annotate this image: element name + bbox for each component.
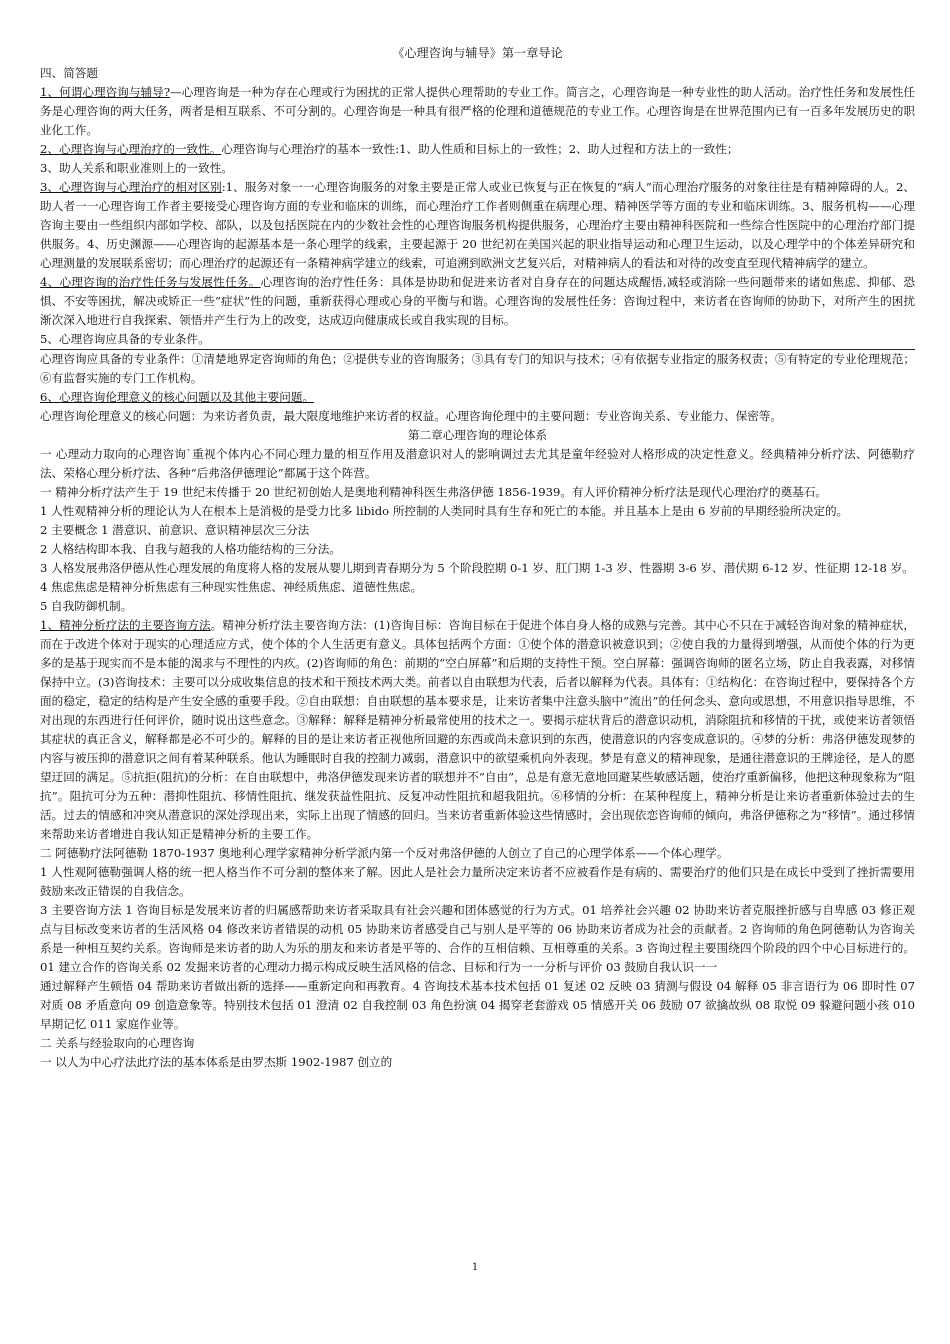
paragraph [40, 1053, 915, 1072]
paragraph [40, 178, 915, 273]
paragraph [40, 616, 915, 844]
paragraph-text: 通过解释产生顿悟 04 帮助来访者做出新的选择——重新定向和再教育。4 咨询技术基本技术包括 01 复述 02 反映 03 猜测与假设 04 解释 05 非言语行为 06 即时性 07 对质 08 矛盾意向 09 创造意象等。特别技术包括 01 澄清 02 自我控制 03 角色扮演 04 揭穿老套游戏 05 情感开关 06 鼓励 07 欲擒故纵 08 取悦 09 躲避问题小孩 010 早期记忆 011 家庭作业等。 [40, 979, 915, 1031]
paragraph [40, 273, 915, 330]
paragraph [40, 445, 915, 483]
paragraph-text: 心理咨询应具备的专业条件：①清楚地界定咨询师的角色；②提供专业的咨询服务；③具有专门的知识与技术；④有依据专业指定的服务权责；⑤有特定的专业伦理规范；⑥有监督实施的专门工作机构。 [40, 352, 915, 385]
paragraph [40, 521, 915, 540]
paragraph-text: 二 阿德勒疗法阿德勒 1870-1937 奥地利心理学家精神分析学派内第一个反对弗洛伊德的人创立了自己的心理学体系——个体心理学。 [40, 846, 729, 860]
paragraph [40, 388, 915, 407]
paragraph-text: 一 以人为中心疗法此疗法的基本体系是由罗杰斯 1902-1987 创立的 [40, 1055, 393, 1069]
paragraph-text: 3 主要咨询方法 1 咨询目标是发展来访者的归属感帮助来访者采取具有社会兴趣和团体感觉的行为方式。01 培养社会兴趣 02 协助来访者克服挫折感与自卑感 03 修正观点与目标改变来访者的生活风格 04 修改来访者错误的动机 05 协助来访者感受自己与别人是平等的 06 协助来访者成为社会的贡献者。2 咨询师的角色阿德勒认为咨询关系是一种相互契约关系。咨询师是来访者的助人为乐的朋友和来访者是平等的、合作的互相信赖、互相尊重的关系。3 咨询过程主要围绕四个阶段的四个中心目标进行的。01 建立合作的咨询关系 02 发掘来访者的心理动力揭示构成反映生活风格的信念、目标和行为一一分析与评价 03 鼓励自我认识一一 [40, 903, 915, 974]
page-number: 1 [471, 1262, 479, 1273]
question-heading: 1、何谓心理咨询与辅导? [40, 85, 171, 99]
paragraph [40, 977, 915, 1034]
paragraph-text: —心理咨询是一种为存在心理或行为困扰的正常人提供心理帮助的专业工作。简言之，心理咨询是一种专业性的助人活动。治疗性任务和发展性任务是心理咨询的两大任务，两者是相互联系、不可分割的。心理咨询是一种具有很严格的伦理和道德规范的专业工作。心理咨询是在世界范围内已有一百多年发展历史的职业化工作。 [40, 85, 915, 137]
paragraph-text: 2 主要概念 1 潜意识、前意识、意识精神层次三分法 [40, 523, 310, 537]
question-heading: 6、心理咨询伦理意义的核心问题以及其他主要问题。 [40, 390, 315, 404]
paragraph [40, 559, 915, 578]
question-heading: 3、心理咨询与心理治疗的相对区别 [40, 180, 222, 194]
page-title: 《心理咨询与辅导》第一章导论 [392, 46, 563, 60]
paragraph-text: 1 人性观阿德勒强调人格的统一把人格当作不可分割的整体来了解。因此人是社会力量所决定来访者不应被看作是有病的、需要治疗的他们只是在成长中受到了挫折需要用鼓励来改正错误的自我信念。 [40, 865, 915, 898]
paragraph-text: 心理咨询伦理意义的核心问题：为来访者负责，最大限度地维护来访者的权益。心理咨询伦理中的主要问题：专业咨询关系、专业能力、保密等。 [40, 409, 783, 423]
paragraph-text: 心理咨询与心理治疗的基本一致性:1、助人性质和目标上的一致性；2、助人过程和方法上的一致性； [221, 142, 739, 156]
paragraph-text: 5 自我防御机制。 [40, 599, 133, 613]
paragraph-text: :1、服务对象一一心理咨询服务的对象主要是正常人或业已恢复与正在恢复的“病人”而心理治疗服务的对象往往是有精神障碍的人。2、助人者一一心理咨询工作者主要接受心理咨询方面的专业和临床的训练，而心理治疗工作者则侧重在病理心理、精神医学等方面的专业和临床训练。3、服务机构——心理咨询主要由一些组织内部如学校、部队，以及包括医院在内的少数社会性的心理咨询服务机构提供服务，心理治疗主要由精神科医院和一些综合性医院中的心理治疗部门提供服务。4、历史渊源——心理咨询的起源基本是一条心理学的线索，主要起源于 20 世纪初在美国兴起的职业指导运动和心理卫生运动，以及心理学中的个体差异研究和心理测量的发展联系密切；而心理治疗的起源还有一条精神病学建立的线索，可追溯到欧洲文艺复兴后，对精神病人的看法和对待的改变直至现代精神病学的建立。 [40, 180, 915, 270]
paragraph [40, 1034, 915, 1053]
paragraph-text: 3、助人关系和职业准则上的一致性。 [40, 161, 233, 175]
paragraph-text: 一 精神分析疗法产生于 19 世纪末传播于 20 世纪初创始人是奥地利精神科医生弗洛伊德 1856-1939。有人评价精神分析疗法是现代心理治疗的奠基石。 [40, 485, 827, 499]
paragraph [40, 844, 915, 863]
paragraph [40, 350, 915, 388]
paragraph [40, 597, 915, 616]
document-page [40, 44, 915, 1072]
paragraph [40, 540, 915, 559]
paragraph [40, 159, 915, 178]
paragraph [40, 407, 915, 426]
paragraph-text: 。精神分析疗法主要咨询方法：(1)咨询目标：咨询目标在于促进个体自身人格的成熟与完善。其中心不只在于减轻咨询对象的精神症状，而在于改进个体对于现实的心理适应方式，使个体的个人生活更有意义。具体包括两个方面：①使个体的潜意识被意识到；②使自我的力量得到增强，从而使个体的行为更多的是基于现实而不是本能的渴求与不理性的内疚。(2)咨询师的角色：前期的“空白屏幕”和后期的支持性干预。空白屏幕：强调咨询师的匿名立场，防止自我表露，对移情保持中立。(3)咨询技术：主要可以分成收集信息的技术和干预技术两大类。前者以自由联想为代表，后者以解释为代表。具体有：①结构化：在咨询过程中，要保持各个方面的稳定，稳定的结构是产生安全感的重要手段。②自由联想：自由联想的基本要求是，让来访者集中注意头脑中“流出”的任何念头、意向或思想，不用意识指导思维，不对出现的东西进行任何评价，随时说出这些意念。③解释：解释是精神分析最常使用的技术之一。要揭示症状背后的潜意识动机，消除阻抗和移情的干扰，或使来访者领悟其症状的真正含义，解释都是必不可少的。解释的目的是让来访者正视他所回避的东西或尚未意识到的东西，使潜意识的内容变成意识的。④梦的分析：弗洛伊德发现梦的内容与被压抑的潜意识之间有着某种联系。他认为睡眠时自我的控制力减弱，潜意识中的欲望乘机向外表现。梦是有意义的精神现象，是通往潜意识的王牌途径，是人的愿望迂回的满足。⑤抗拒(阻抗)的分析：在自由联想中，弗洛伊德发现来访者的联想并不“自由”，总是有意无意地回避某些敏感话题，使治疗重新偏移，他把这种现象称为“阻抗”。阻抗可分为五种：潜抑性阻抗、移情性阻抗、继发获益性阻抗、反复冲动性阻抗和超我阻抗。⑥移情的分析：在某种程度上，精神分析是让来访者重新体验过去的生活。过去的情感和冲突从潜意识的深处浮现出来，实际上出现了情感的回归。当来访者重新体验这些情感时，会出现依恋咨询师的倾向，弗洛伊德称之为“移情”。通过移情来帮助来访者增进自我认知正是精神分析的主要工作。 [40, 618, 915, 841]
paragraph-text: 4 焦虑焦虑是精神分析焦虑有三种现实性焦虑、神经质焦虑、道德性焦虑。 [40, 580, 423, 594]
paragraph-text: 2 人格结构即本我、自我与超我的人格功能结构的三分法。 [40, 542, 341, 556]
chapter-1-body [40, 83, 915, 426]
section-heading: 四、简答题 [40, 66, 98, 80]
paragraph-text: 3 人格发展弗洛伊德从性心理发展的角度将人格的发展从婴儿期到青春期分为 5 个阶段腔期 0-1 岁、肛门期 1-3 岁、性器期 3-6 岁、潜伏期 6-12 岁、性征期 12-18 岁。 [40, 561, 914, 575]
question-heading: 1、精神分析疗法的主要咨询方法 [40, 618, 211, 632]
paragraph [40, 330, 915, 350]
paragraph-text: 5、心理咨询应具备的专业条件。 [40, 332, 210, 346]
paragraph-text: 心理咨询的治疗性任务：具体是协助和促进来访者对自身存在的问题达成醒悟,减轻或消除一些问题带来的诸如焦虑、抑郁、恐惧、不安等困扰，解决或矫正一些“症状”性的问题，重新获得心理或心身的平衡与和谐。心理咨询的发展性任务：咨询过程中，来访者在咨询师的协助下，对所产生的困扰渐次深入地进行自我探索、领悟并产生行为上的改变，达成迈向健康成长或自我实现的目标。 [40, 275, 915, 327]
paragraph [40, 140, 915, 159]
chapter-2-body [40, 445, 915, 1072]
paragraph-text: 二 关系与经验取向的心理咨询 [40, 1036, 195, 1050]
paragraph [40, 863, 915, 901]
paragraph [40, 901, 915, 977]
paragraph [40, 83, 915, 140]
paragraph-text: 一 心理动力取向的心理咨询`重视个体内心不同心理力量的相互作用及潜意识对人的影响调过去尤其是童年经验对人格形成的决定性意义。经典精神分析疗法、阿德勒疗法、荣格心理分析疗法、各种“后弗洛伊德理论”都属于这个阵营。 [40, 447, 915, 480]
paragraph [40, 578, 915, 597]
paragraph [40, 483, 915, 502]
question-heading: 4、心理咨询的治疗性任务与发展性任务。 [40, 275, 261, 289]
chapter-2-title: 第二章心理咨询的理论体系 [407, 428, 548, 442]
paragraph-text: 1 人性观精神分析的理论认为人在根本上是消极的是受力比多 libido 所控制的人类同时具有生存和死亡的本能。并且基本上是由 6 岁前的早期经验所决定的。 [40, 504, 849, 518]
question-heading: 2、心理咨询与心理治疗的一致性。 [40, 142, 222, 156]
paragraph [40, 502, 915, 521]
